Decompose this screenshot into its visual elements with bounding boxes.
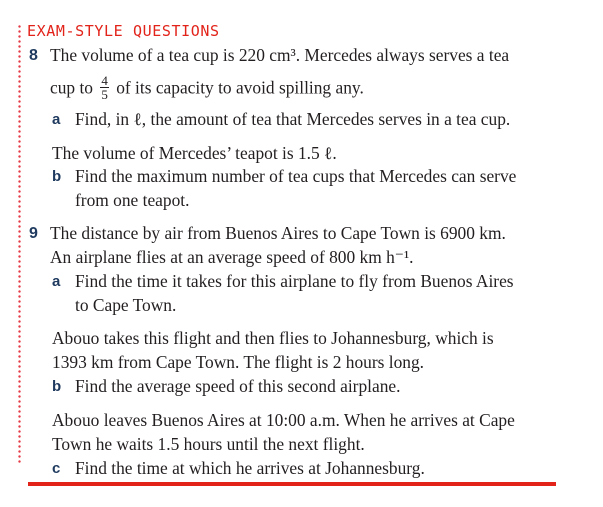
bottom-rule — [28, 482, 556, 486]
q8-part-b-label: b — [52, 168, 62, 185]
question-9-number: 9 — [29, 225, 38, 242]
q8-part-b-line2: from one teapot. — [75, 190, 190, 210]
q8-info: The volume of Mercedes’ teapot is 1.5 ℓ. — [52, 143, 337, 163]
q9-part-a-line1: Find the time it takes for this airplane to fly from Buenos Aires — [75, 271, 514, 291]
q8-line1: The volume of a tea cup is 220 cm³. Mercedes always serves a tea — [50, 45, 510, 65]
question-8-number: 8 — [29, 47, 38, 64]
q8-line2-end: of its capacity to avoid spilling any. — [116, 77, 364, 98]
q9-line1: The distance by air from Buenos Aires to Cape Town is 6900 km. — [50, 223, 506, 243]
q9-info4: Town he waits 1.5 hours until the next flight. — [52, 434, 365, 454]
q8-line2-start: cup to — [50, 77, 93, 98]
fraction-denominator: 5 — [101, 87, 108, 102]
q9-part-a-line2: to Cape Town. — [75, 295, 177, 315]
q9-part-c-text: Find the time at which he arrives at Johannesburg. — [75, 458, 425, 478]
q9-part-b-label: b — [52, 378, 62, 395]
fraction-four-fifths — [100, 74, 109, 101]
q8-part-a-text: Find, in ℓ, the amount of tea that Mercedes serves in a tea cup. — [75, 109, 511, 129]
q9-info2: 1393 km from Cape Town. The flight is 2 hours long. — [52, 352, 425, 372]
section-header: EXAM-STYLE QUESTIONS — [27, 22, 220, 40]
q9-info3: Abouo leaves Buenos Aires at 10:00 a.m. When he arrives at Cape — [52, 410, 515, 430]
q9-part-c-label: c — [52, 460, 61, 477]
q8-part-b-line1: Find the maximum number of tea cups that Mercedes can serve — [75, 166, 517, 186]
q9-part-b-text: Find the average speed of this second airplane. — [75, 376, 401, 396]
fraction-numerator: 4 — [101, 73, 108, 88]
dotted-margin-rule — [18, 24, 21, 464]
q9-line2: An airplane flies at an average speed of 800 km h⁻¹. — [50, 247, 414, 267]
q9-info1: Abouo takes this flight and then flies to Johannesburg, which is — [52, 328, 494, 348]
q8-line2 — [50, 73, 364, 103]
q8-part-a-label: a — [52, 111, 61, 128]
q9-part-a-label: a — [52, 273, 61, 290]
